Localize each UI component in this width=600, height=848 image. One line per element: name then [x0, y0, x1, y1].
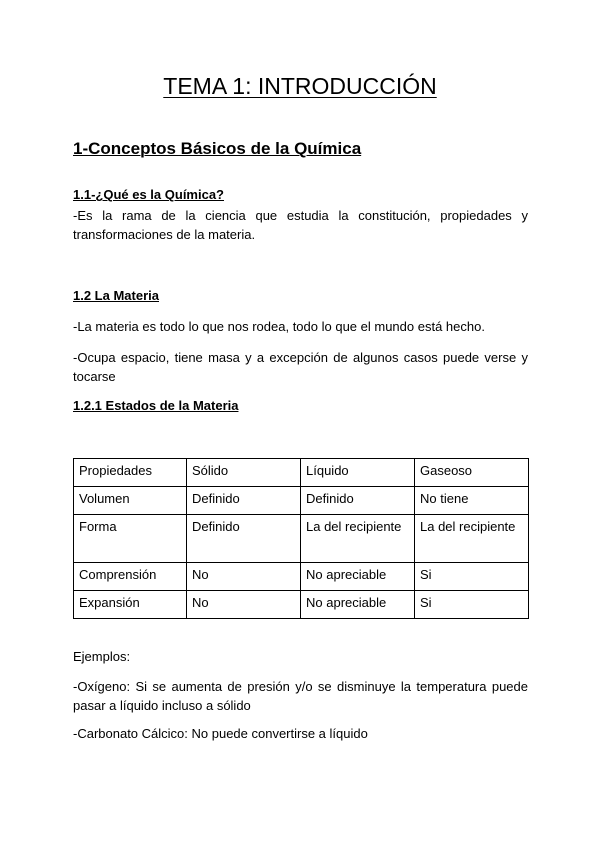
table-cell: La del recipiente: [301, 515, 415, 563]
table-header-cell: Sólido: [187, 459, 301, 487]
table-cell: Comprensión: [74, 563, 187, 591]
subsection-heading-que-es-quimica: 1.1-¿Qué es la Química?: [73, 187, 224, 202]
paragraph-materia-definicion: -La materia es todo lo que nos rodea, todo lo que el mundo está hecho.: [73, 319, 485, 334]
table-cell: No: [187, 563, 301, 591]
table-cell: Si: [415, 591, 529, 619]
table-cell: No apreciable: [301, 591, 415, 619]
table-cell: No: [187, 591, 301, 619]
states-of-matter-table: [73, 458, 529, 619]
table-cell: Volumen: [74, 487, 187, 515]
paragraph-definicion-quimica: -Es la rama de la ciencia que estudia la constitución, propiedades y transformaciones de la materia.: [73, 208, 528, 242]
example-item-carbonato: -Carbonato Cálcico: No puede convertirse a líquido: [73, 726, 368, 741]
page-title: TEMA 1: INTRODUCCIÓN: [163, 73, 437, 99]
table-cell: Expansión: [74, 591, 187, 619]
table-row: [74, 563, 529, 591]
table-row: [74, 487, 529, 515]
table-header-cell: Gaseoso: [415, 459, 529, 487]
example-item-oxigeno: -Oxígeno: Si se aumenta de presión y/o se disminuye la temperatura puede pasar a líquido incluso a sólido: [73, 679, 528, 713]
table-cell: Forma: [74, 515, 187, 563]
table-header-row: [74, 459, 529, 487]
table-cell: Definido: [301, 487, 415, 515]
paragraph-materia-propiedades: -Ocupa espacio, tiene masa y a excepción de algunos casos puede verse y tocarse: [73, 350, 528, 384]
table-cell: Definido: [187, 487, 301, 515]
examples-label: Ejemplos:: [73, 649, 131, 664]
section-heading-conceptos: 1-Conceptos Básicos de la Química: [73, 139, 362, 158]
table-cell: No apreciable: [301, 563, 415, 591]
table-row: [74, 515, 529, 563]
table-cell: Definido: [187, 515, 301, 563]
table-header-cell: Líquido: [301, 459, 415, 487]
subsubsection-heading-estados: 1.2.1 Estados de la Materia: [73, 398, 239, 413]
table-cell: No tiene: [415, 487, 529, 515]
subsection-heading-la-materia: 1.2 La Materia: [73, 288, 159, 303]
table-header-cell: Propiedades: [74, 459, 187, 487]
table-cell: Si: [415, 563, 529, 591]
table-row: [74, 591, 529, 619]
table-cell: La del recipiente: [415, 515, 529, 563]
